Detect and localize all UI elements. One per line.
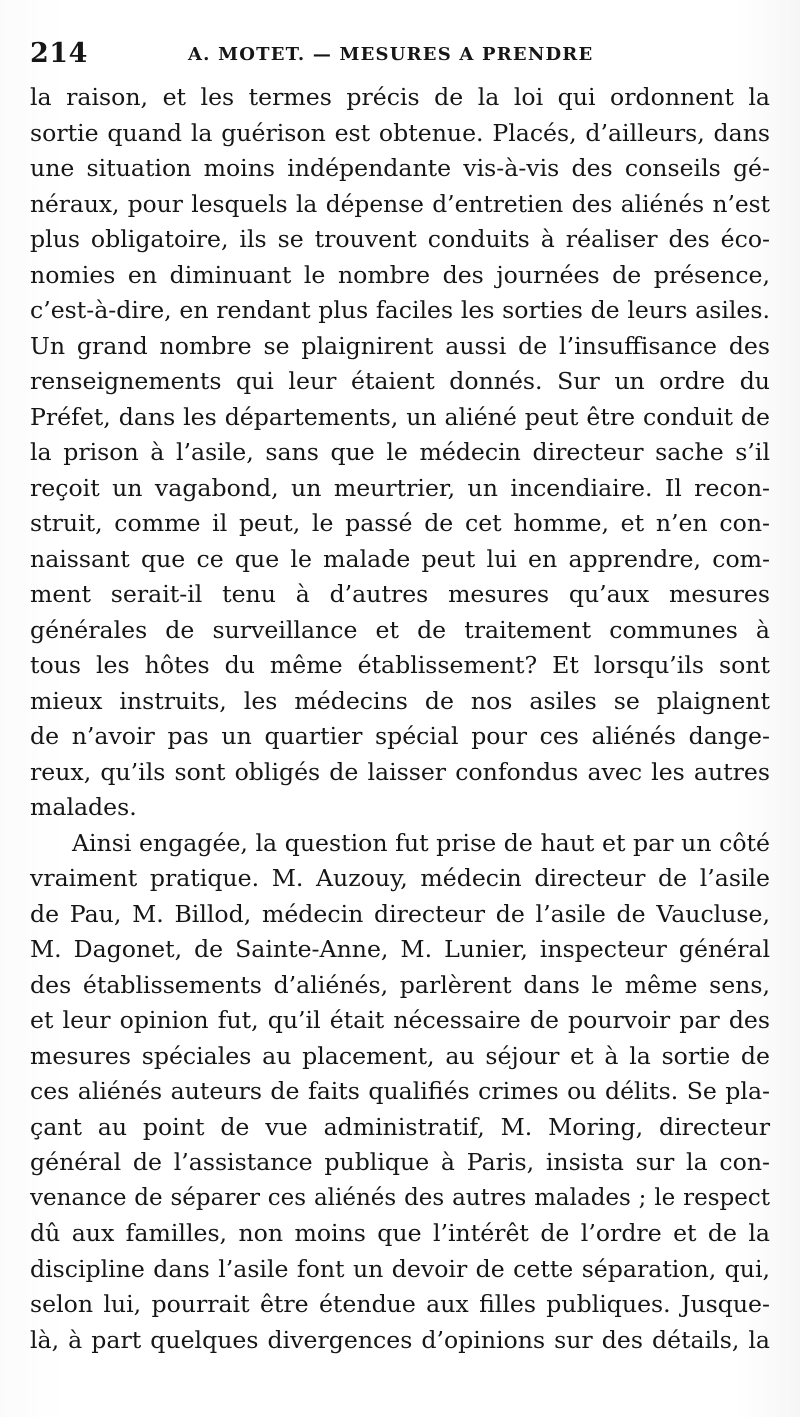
text-line: selon lui, pourrait être étendue aux filles publiques. Jusque- <box>30 1290 770 1318</box>
text-line: là, à part quelques divergences d’opinions sur des détails, la <box>30 1325 770 1354</box>
text-line: Un grand nombre se plaignirent aussi de l’insuffisance des <box>30 331 770 360</box>
text-line: plus obligatoire, ils se trouvent conduits à réaliser des éco- <box>30 225 770 253</box>
text-line: et leur opinion fut, qu’il était nécessaire de pourvoir par des <box>30 1006 770 1034</box>
text-line: nomies en diminuant le nombre des journées de présence, <box>30 260 770 289</box>
text-line: vraiment pratique. M. Auzouy, médecin directeur de l’asile <box>30 864 770 892</box>
paragraph-1 <box>30 80 770 826</box>
text-line: reçoit un vagabond, un meurtrier, un incendiaire. Il recon- <box>30 473 770 502</box>
text-line: malades. <box>30 793 137 821</box>
body-text <box>30 80 770 1358</box>
text-line: M. Dagonet, de Sainte-Anne, M. Lunier, inspecteur général <box>30 935 770 963</box>
text-line: de n’avoir pas un quartier spécial pour ces aliénés dange- <box>30 722 770 750</box>
text-line: mieux instruits, les médecins de nos asiles se plaignent <box>30 686 770 715</box>
text-line: néraux, pour lesquels la dépense d’entretien des aliénés n’est <box>30 190 770 218</box>
running-head: A. MOTET. — MESURES A PRENDRE <box>188 44 594 65</box>
text-line: tous les hôtes du même établissement? Et lorsqu’ils sont <box>30 651 770 679</box>
text-line: naissant que ce que le malade peut lui en apprendre, com- <box>30 544 770 573</box>
text-line: général de l’assistance publique à Paris, insista sur la con- <box>30 1148 770 1176</box>
text-line: la prison à l’asile, sans que le médecin directeur sache s’il <box>30 438 770 466</box>
text-line: des établissements d’aliénés, parlèrent dans le même sens, <box>30 970 770 999</box>
page-header <box>30 38 790 78</box>
text-line: la raison, et les termes précis de la loi qui ordonnent la <box>30 83 770 111</box>
text-line: de Pau, M. Billod, médecin directeur de l’asile de Vaucluse, <box>30 899 770 928</box>
text-line: dû aux familles, non moins que l’intérêt de l’ordre et de la <box>30 1219 770 1247</box>
page-number: 214 <box>30 38 88 69</box>
paragraph-2 <box>30 826 770 1359</box>
text-line: une situation moins indépendante vis-à-vis des conseils gé- <box>30 154 770 182</box>
text-line: reux, qu’ils sont obligés de laisser confondus avec les autres <box>30 757 770 786</box>
text-line: venance de séparer ces aliénés des autres malades ; le respect <box>30 1184 770 1211</box>
text-line: sortie quand la guérison est obtenue. Placés, d’ailleurs, dans <box>30 118 770 147</box>
text-line: discipline dans l’asile font un devoir de cette séparation, qui, <box>30 1254 770 1283</box>
text-line: çant au point de vue administratif, M. Moring, directeur <box>30 1112 770 1141</box>
text-line: ces aliénés auteurs de faits qualifiés crimes ou délits. Se pla- <box>30 1077 770 1105</box>
text-line: renseignements qui leur étaient donnés. Sur un ordre du <box>30 367 770 395</box>
text-line: c’est-à-dire, en rendant plus faciles les sorties de leurs asiles. <box>30 296 770 324</box>
text-line: générales de surveillance et de traitement communes à <box>30 615 770 644</box>
text-line: Préfet, dans les départements, un aliéné peut être conduit de <box>30 402 770 431</box>
text-line: mesures spéciales au placement, au séjour et à la sortie de <box>30 1041 770 1070</box>
text-line: Ainsi engagée, la question fut prise de haut et par un côté <box>72 828 770 857</box>
text-line: struit, comme il peut, le passé de cet homme, et n’en con- <box>30 509 770 537</box>
text-line: ment serait-il tenu à d’autres mesures qu’aux mesures <box>30 580 770 608</box>
